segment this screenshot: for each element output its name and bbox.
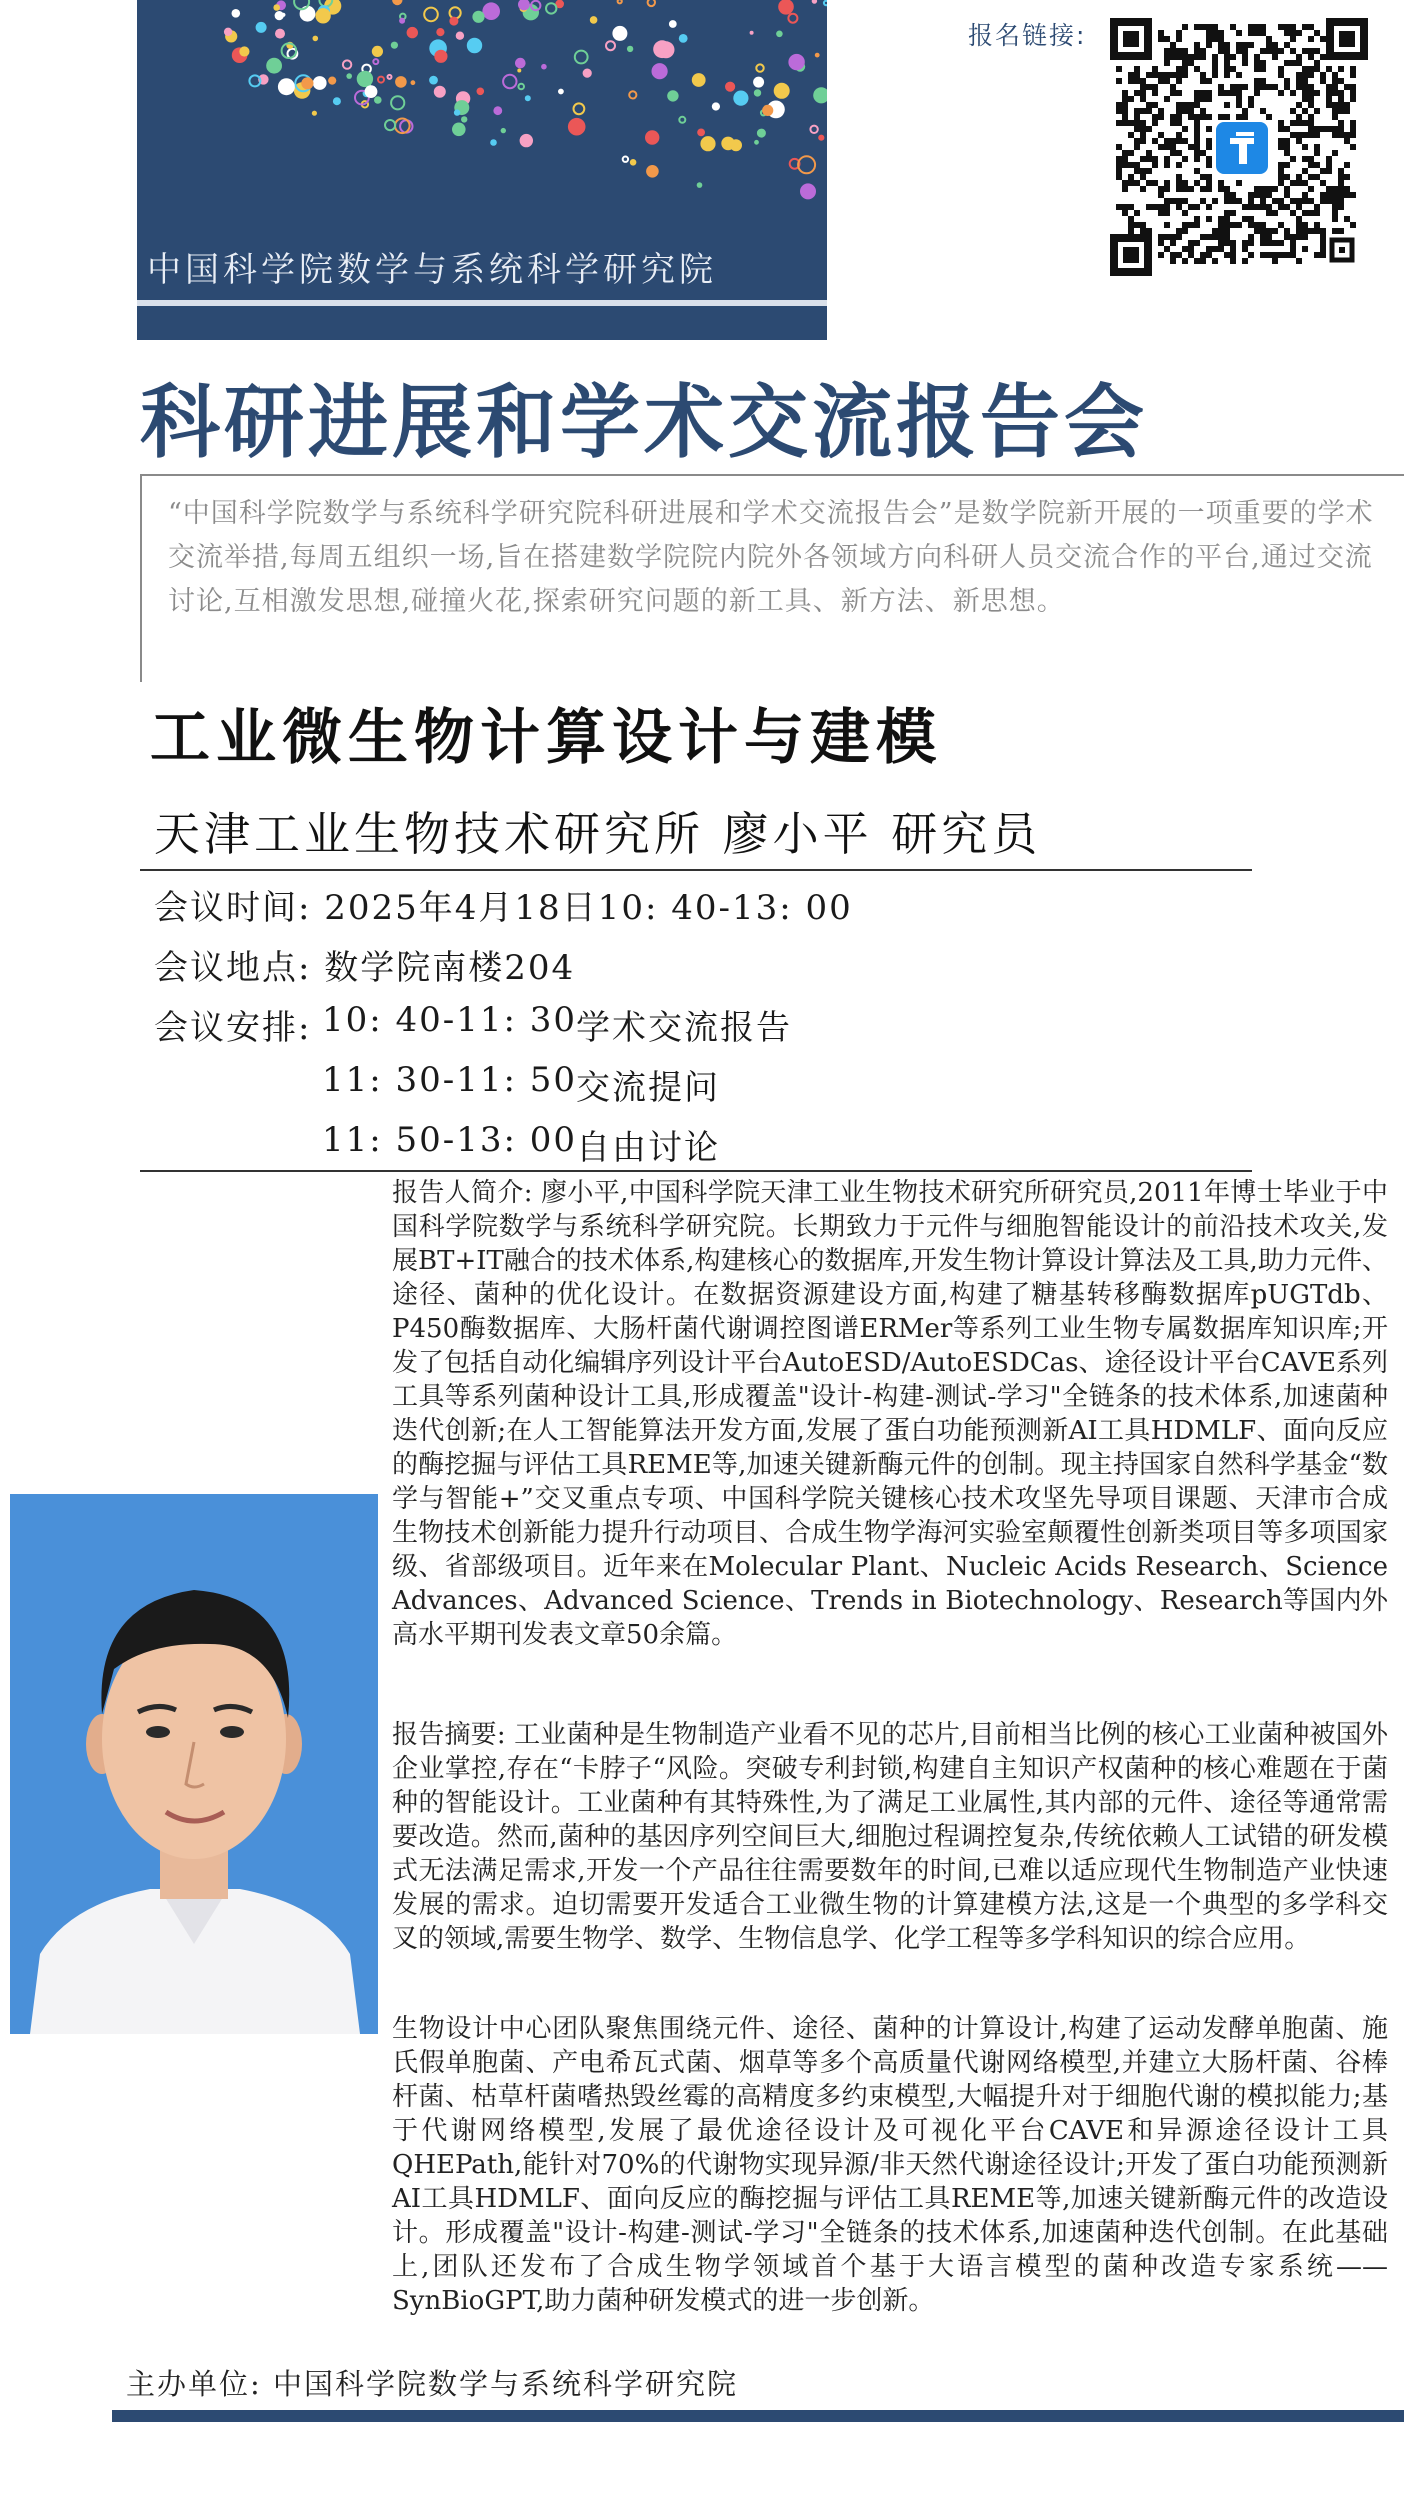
confetti-dot [778, 0, 794, 15]
confetti-dot [467, 38, 482, 53]
confetti-dot [224, 28, 232, 36]
confetti-dot [721, 137, 735, 151]
talk-title: 工业微生物计算设计与建模 [150, 703, 942, 773]
confetti-dot [378, 77, 384, 83]
header-banner [137, 0, 827, 340]
confetti-dot [374, 96, 382, 104]
organizer: 主办单位: 中国科学院数学与系统科学研究院 [126, 2367, 738, 2401]
confetti-dot [411, 80, 416, 85]
intro-text: “中国科学院数学与系统科学研究院科研进展和学术交流报告会”是数学院新开展的一项重要的学术交流举措,每周五组织一场,旨在搭建数学院院内院外各领域方向科研人员交流合作的平台,通过交流讨论,互相激发思想,碰撞火花,探索研究问题的新工具、新方法、新思想。 [168, 498, 1374, 617]
confetti-dot [482, 2, 500, 20]
confetti-dot [391, 42, 398, 49]
registration-label: 报名链接: [968, 21, 1087, 50]
confetti-dot [546, 3, 556, 13]
confetti-dot [776, 31, 783, 38]
confetti-dot [281, 13, 285, 17]
speaker-photo [10, 1494, 378, 2034]
confetti-dot [652, 63, 668, 79]
confetti-dot [333, 97, 341, 105]
confetti-dot [697, 129, 705, 137]
speaker-bio: 报告人简介: 廖小平,中国科学院天津工业生物技术研究所研究员,2011年博士毕业于中国科学院数学与系统科学研究院。长期致力于元件与细胞智能设计的前沿技术攻关,发展BT+IT融合的技术体系,构建核心的数据库,开发生物计算设计算法及工具,助力元件、途径、菌种的优化设计。在数据资源建设方面,构建了糖基转移酶数据库pUGTdb、P450酶数据库、大肠杆菌代谢调控图谱ERMer等系列工业生物专属数据库知识库;开发了包括自动化编辑序列设计平台AutoESD/AutoESDCas、途径设计平台CAVE系列工具等系列菌种设计工具,形成覆盖"设计-构建-测试-学习"全链条的技术体系,加速菌种迭代创新;在人工智能算法开发方面,发展了蛋白功能预测新AI工具HDMLF、面向反应的酶挖掘与评估工具REME等,加速关键新酶元件的创制。现主持国家自然科学基金“数学与智能+”交叉重点专项、中国科学院关键核心技术攻坚先导项目课题、天津市合成生物技术创新能力提升行动项目、合成生物学海河实验室颠覆性创新类项目等多项国家级、省部级项目。近年来在Molecular Plant、Nucleic Acids Research、Science Advances、Advanced Science、Trends in Biotechnology、Research等国内外高水平期刊发表文章50余篇。 [392, 1178, 1389, 1650]
talk-abstract: 报告摘要: 工业菌种是生物制造产业看不见的芯片,目前相当比例的核心工业菌种被国外企业掌控,存在“卡脖子“风险。突破专利封锁,构建自主知识产权菌种的核心难题在于菌种的智能设计。工业菌种有其特殊性,为了满足工业属性,其内部的元件、途径等通常需要改造。然而,菌种的基因序列空间巨大,细胞过程调控复杂,传统依赖人工试错的研发模式无法满足需求,开发一个产品往往需要数年的时间,已难以适应现代生物制造产业快速发展的需求。迫切需要开发适合工业微生物的计算建模方法,这是一个典型的多学科交叉的领域,需要生物学、数学、生物信息学、化学工程等多学科知识的综合应用。 [392, 1720, 1388, 1954]
confetti-dot [391, 96, 404, 109]
confetti-dot [452, 123, 466, 137]
confetti-dot [618, 0, 622, 3]
main-title: 科研进展和学术交流报告会 [140, 376, 1148, 469]
confetti-dot [515, 58, 526, 69]
confetti-dot [461, 116, 467, 122]
confetti-dot [606, 41, 615, 50]
meeting-schedule-label: 会议安排: [154, 1008, 312, 1048]
confetti-dot [385, 120, 395, 130]
qr-code-icon [1108, 16, 1370, 278]
confetti-dot [301, 77, 313, 89]
confetti-dot [574, 103, 585, 114]
schedule-row [322, 1000, 1022, 1048]
speaker-portrait [10, 1494, 378, 2034]
footer-bar [112, 2410, 1404, 2422]
confetti-dot [429, 76, 438, 85]
confetti-dot [346, 73, 352, 79]
schedule-time: 10: 40-11: 30 [322, 1000, 578, 1040]
confetti-dot [627, 46, 633, 52]
confetti-dot [558, 89, 564, 95]
confetti-dot [472, 11, 484, 23]
confetti-dot [266, 58, 282, 74]
confetti-dot [590, 16, 598, 24]
confetti-dot [520, 134, 533, 147]
confetti-dot [399, 18, 405, 24]
confetti-dot [357, 71, 373, 87]
confetti-dot [813, 87, 827, 103]
banner-underline [137, 300, 827, 306]
confetti-dot [313, 76, 327, 90]
confetti-dot [733, 91, 748, 106]
confetti-dot [630, 159, 637, 166]
confetti-dot [623, 157, 628, 162]
confetti-dot [372, 46, 383, 57]
confetti-dot [434, 86, 446, 98]
confetti-dot [754, 140, 759, 145]
confetti-dot [436, 28, 444, 36]
confetti-dot [501, 128, 506, 133]
confetti-dot [788, 54, 804, 70]
confetti-dot [454, 109, 460, 115]
divider-top [140, 869, 1252, 871]
confetti-dot [798, 156, 815, 173]
speaker-line: 天津工业生物技术研究所 廖小平 研究员 [154, 807, 1042, 861]
confetti-dot [373, 59, 378, 64]
confetti-dot [328, 77, 336, 85]
confetti-dot [518, 84, 524, 90]
confetti-dot [818, 135, 824, 141]
confetti-dot [449, 17, 458, 26]
confetti-dot [275, 29, 285, 39]
confetti-dot [343, 60, 351, 68]
confetti-dot [700, 136, 715, 151]
confetti-dot [407, 27, 418, 38]
divider-bottom [140, 1170, 1252, 1172]
confetti-dot [392, 0, 402, 5]
confetti-dot [278, 78, 295, 95]
confetti-dot [712, 102, 720, 110]
confetti-dot [525, 95, 531, 101]
confetti-dot [679, 117, 685, 123]
confetti-dot [388, 75, 392, 79]
schedule-time: 11: 50-13: 00 [322, 1120, 578, 1160]
confetti-dot [692, 73, 706, 87]
schedule-row [322, 1060, 1022, 1108]
confetti-dot [824, 1, 827, 5]
confetti-dot [294, 0, 309, 9]
confetti-dot [239, 46, 249, 56]
confetti-dot [812, 0, 817, 4]
confetti-dot [583, 69, 592, 78]
confetti-dot [424, 8, 438, 22]
confetti-dot [312, 111, 317, 116]
schedule-item: 交流提问 [576, 1068, 720, 1108]
confetti-dot [395, 76, 407, 88]
confetti-dot [300, 6, 316, 22]
confetti-dot [232, 9, 241, 18]
confetti-dot [667, 90, 678, 101]
confetti-dot [725, 82, 735, 92]
confetti-dot [517, 69, 521, 73]
confetti-dot [788, 14, 797, 23]
confetti-dot [800, 183, 816, 199]
confetti-dot [365, 85, 378, 98]
meeting-time: 会议时间: 2025年4月18日10: 40-13: 00 [154, 888, 853, 928]
confetti-dot [810, 126, 817, 133]
confetti-dot [315, 8, 330, 23]
confetti-dot [646, 165, 659, 178]
confetti-dot [612, 26, 627, 41]
confetti-dot [434, 50, 447, 63]
meeting-location: 会议地点: 数学院南楼204 [154, 948, 576, 988]
confetti-dot [757, 129, 766, 138]
confetti-dot [575, 51, 588, 64]
schedule-time: 11: 30-11: 50 [322, 1060, 578, 1100]
confetti-dot [750, 31, 754, 35]
confetti-dot [629, 91, 636, 98]
confetti-dot [697, 182, 703, 188]
intro-box [140, 474, 1404, 682]
confetti-dot [477, 88, 485, 96]
confetti-dot [490, 139, 497, 146]
confetti-dot [541, 64, 547, 70]
confetti-dot [493, 106, 502, 115]
registration-qr-code[interactable] [1108, 16, 1370, 278]
confetti-dot [774, 83, 790, 99]
confetti-dot [648, 0, 655, 6]
schedule-row [322, 1120, 1022, 1168]
banner-institute-name: 中国科学院数学与系统科学研究院 [147, 250, 717, 290]
confetti-dot [313, 36, 319, 42]
confetti-dot [456, 32, 464, 40]
confetti-dot [762, 105, 773, 116]
confetti-dot [645, 130, 659, 144]
confetti-dot [753, 77, 764, 88]
confetti-dot [815, 53, 820, 58]
confetti-dot [756, 64, 763, 71]
confetti-dot [669, 20, 677, 28]
confetti-dot [754, 89, 761, 96]
confetti-dot [273, 4, 280, 11]
schedule-item: 自由讨论 [576, 1128, 720, 1168]
confetti-dot [653, 40, 671, 58]
center-research: 生物设计中心团队聚焦围绕元件、途径、菌种的计算设计,构建了运动发酵单胞菌、施氏假单胞菌、产电希瓦式菌、烟草等多个高质量代谢网络模型,并建立大肠杆菌、谷棒杆菌、枯草杆菌嗜热毁丝霉的高精度多约束模型,大幅提升对于细胞代谢的模拟能力;基于代谢网络模型,发展了最优途径设计及可视化平台CAVE和异源途径设计工具QHEPath,能针对70%的代谢物实现异源/非天然代谢途径设计;开发了蛋白功能预测新AI工具HDMLF、面向反应的酶挖掘与评估工具REME等,加速关键新酶元件的改造设计。形成覆盖"设计-构建-测试-学习"全链条的技术体系,加速菌种迭代创制。在此基础上,团队还发布了合成生物学领域首个基于大语言模型的菌种改造专家系统——SynBioGPT,助力菌种研发模式的进一步创新。 [392, 2014, 1388, 2316]
confetti-dot [256, 22, 267, 33]
schedule-item: 学术交流报告 [576, 1008, 792, 1048]
confetti-dot [568, 118, 586, 136]
confetti-dot [503, 75, 516, 88]
confetti-dot [679, 34, 688, 43]
